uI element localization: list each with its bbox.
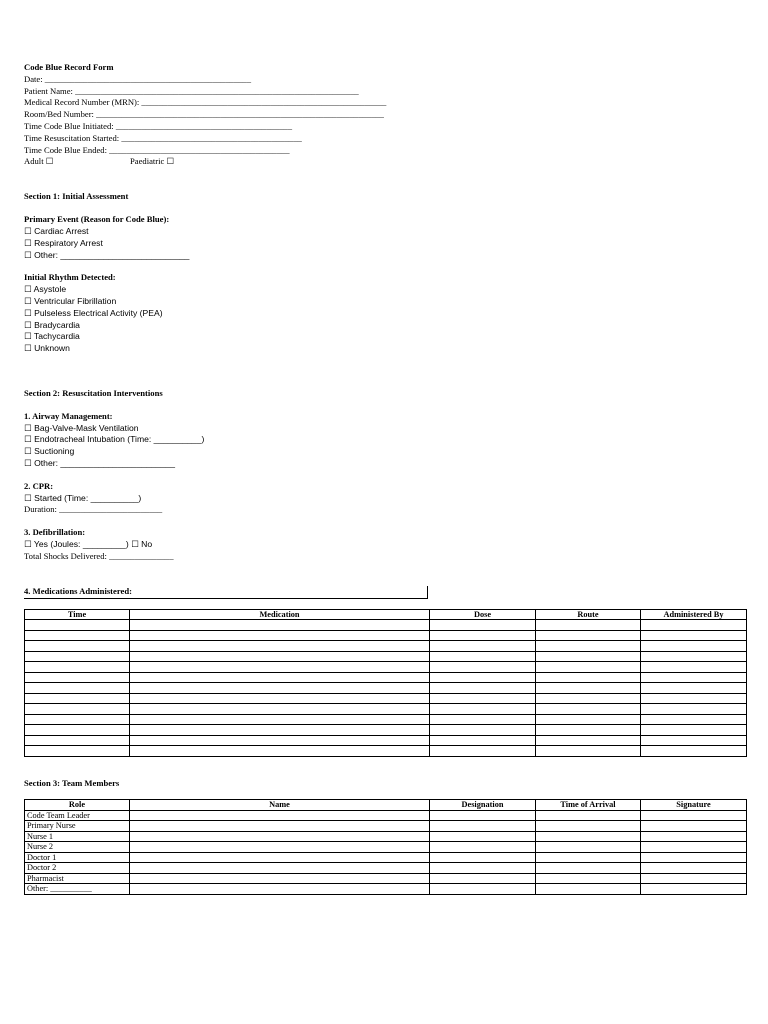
medications-cell[interactable] <box>430 620 536 631</box>
team-cell[interactable] <box>641 863 747 874</box>
team-cell[interactable] <box>430 810 536 821</box>
table-row <box>25 704 747 715</box>
medications-cell[interactable] <box>536 735 641 746</box>
medications-cell[interactable] <box>536 630 641 641</box>
cpr-started-option[interactable]: ☐ Started (Time: __________) <box>24 492 142 503</box>
team-members-table <box>24 799 747 895</box>
section3-title: Section 3: Team Members <box>24 777 120 788</box>
medications-column-header: Route <box>536 609 641 620</box>
team-cell[interactable] <box>536 873 641 884</box>
intubation-option[interactable]: ☐ Endotracheal Intubation (Time: __________) <box>24 434 205 445</box>
medications-cell[interactable] <box>430 651 536 662</box>
primary-event-options <box>24 226 746 261</box>
table-row <box>25 620 747 631</box>
respiratory-arrest-option[interactable]: ☐ Respiratory Arrest <box>24 237 103 248</box>
team-cell[interactable] <box>641 810 747 821</box>
medications-cell[interactable] <box>430 704 536 715</box>
team-cell[interactable] <box>641 873 747 884</box>
medications-cell[interactable] <box>130 704 430 715</box>
team-cell[interactable] <box>130 821 430 832</box>
tachycardia-option[interactable]: ☐ Tachycardia <box>24 331 80 342</box>
medications-cell[interactable] <box>641 693 747 704</box>
medications-cell[interactable] <box>641 630 747 641</box>
medications-column-header: Dose <box>430 609 536 620</box>
initial-rhythm-heading: Initial Rhythm Detected: <box>24 272 116 283</box>
table-row <box>25 651 747 662</box>
table-row <box>25 863 747 874</box>
medications-cell[interactable] <box>25 630 130 641</box>
date-field[interactable]: Date: ________________________________________________ <box>24 73 252 84</box>
team-column-header: Role <box>25 800 130 811</box>
bvm-option[interactable]: ☐ Bag-Valve-Mask Ventilation <box>24 422 139 433</box>
medications-column-header: Medication <box>130 609 430 620</box>
team-cell[interactable] <box>430 884 536 895</box>
team-cell[interactable] <box>130 842 430 853</box>
team-cell: Primary Nurse <box>25 821 130 832</box>
table-row <box>25 735 747 746</box>
team-column-header: Designation <box>430 800 536 811</box>
table-row <box>25 873 747 884</box>
medications-cell[interactable] <box>25 672 130 683</box>
table-row <box>25 884 747 895</box>
medications-cell[interactable] <box>25 641 130 652</box>
table-row <box>25 630 747 641</box>
medications-cell[interactable] <box>130 746 430 757</box>
team-cell[interactable] <box>130 863 430 874</box>
medications-cell[interactable] <box>130 620 430 631</box>
medications-cell[interactable] <box>130 714 430 725</box>
section2-title: Section 2: Resuscitation Interventions <box>24 387 163 398</box>
table-row <box>25 672 747 683</box>
medications-cell[interactable] <box>130 683 430 694</box>
medications-cell[interactable] <box>536 714 641 725</box>
medications-cell[interactable] <box>25 693 130 704</box>
team-cell[interactable] <box>130 884 430 895</box>
team-column-header: Name <box>130 800 430 811</box>
table-row <box>25 714 747 725</box>
defib-yes-no-option[interactable]: ☐ Yes (Joules: _________) ☐ No <box>24 538 153 549</box>
header-fields <box>24 74 746 157</box>
medications-cell[interactable] <box>25 704 130 715</box>
team-cell[interactable] <box>130 873 430 884</box>
paediatric-checkbox[interactable]: Paediatric ☐ <box>130 156 175 167</box>
medications-cell[interactable] <box>536 746 641 757</box>
medications-cell[interactable] <box>25 725 130 736</box>
asystole-option[interactable]: ☐ Asystole <box>24 284 67 295</box>
medications-cell[interactable] <box>25 651 130 662</box>
table-row <box>25 821 747 832</box>
medications-cell[interactable] <box>430 714 536 725</box>
table-row <box>25 683 747 694</box>
medications-cell[interactable] <box>25 662 130 673</box>
team-cell[interactable] <box>536 852 641 863</box>
table-row <box>25 641 747 652</box>
team-cell: Nurse 1 <box>25 831 130 842</box>
medications-cell[interactable] <box>130 630 430 641</box>
medications-cell[interactable] <box>130 641 430 652</box>
medications-cell[interactable] <box>25 620 130 631</box>
medications-cell[interactable] <box>25 714 130 725</box>
suctioning-option[interactable]: ☐ Suctioning <box>24 446 75 457</box>
defib-heading: 3. Defibrillation: <box>24 527 86 538</box>
bradycardia-option[interactable]: ☐ Bradycardia <box>24 319 80 330</box>
team-cell[interactable] <box>536 884 641 895</box>
medications-cell[interactable] <box>536 641 641 652</box>
medications-cell[interactable] <box>641 714 747 725</box>
team-column-header: Time of Arrival <box>536 800 641 811</box>
medications-cell[interactable] <box>536 693 641 704</box>
medications-column-header: Time <box>25 609 130 620</box>
airway-heading: 1. Airway Management: <box>24 410 113 421</box>
time-initiated-field[interactable]: Time Code Blue Initiated: _________________________________________ <box>24 120 292 131</box>
medications-cell[interactable] <box>641 672 747 683</box>
medications-cell[interactable] <box>130 672 430 683</box>
medications-cell[interactable] <box>25 683 130 694</box>
team-cell[interactable] <box>130 810 430 821</box>
team-cell[interactable] <box>536 821 641 832</box>
medications-cell[interactable] <box>641 735 747 746</box>
cpr-heading: 2. CPR: <box>24 480 54 491</box>
patient-name-field[interactable]: Patient Name: __________________________________________________________________ <box>24 85 359 96</box>
cardiac-arrest-option[interactable]: ☐ Cardiac Arrest <box>24 225 89 236</box>
medications-cell[interactable] <box>536 683 641 694</box>
medications-cell[interactable] <box>25 746 130 757</box>
medications-cell[interactable] <box>130 735 430 746</box>
medications-cell[interactable] <box>430 662 536 673</box>
section1-title: Section 1: Initial Assessment <box>24 191 129 202</box>
form-title: Code Blue Record Form <box>24 62 114 72</box>
medications-cell[interactable] <box>641 620 747 631</box>
team-cell: Doctor 1 <box>25 852 130 863</box>
team-cell[interactable] <box>641 884 747 895</box>
vfib-option[interactable]: ☐ Ventricular Fibrillation <box>24 295 117 306</box>
patient-type-row <box>24 156 746 168</box>
medications-table <box>24 609 747 757</box>
team-column-header: Signature <box>641 800 747 811</box>
medications-cell[interactable] <box>430 641 536 652</box>
table-row <box>25 831 747 842</box>
medications-cell[interactable] <box>430 672 536 683</box>
team-cell[interactable] <box>430 852 536 863</box>
initial-rhythm-options <box>24 284 746 355</box>
airway-options <box>24 423 746 470</box>
medications-cell[interactable] <box>536 704 641 715</box>
table-row <box>25 725 747 736</box>
medications-header-row <box>25 609 747 620</box>
team-cell[interactable] <box>641 821 747 832</box>
medications-cell[interactable] <box>641 725 747 736</box>
team-cell[interactable] <box>430 821 536 832</box>
medications-cell[interactable] <box>430 746 536 757</box>
medications-column-header: Administered By <box>641 609 747 620</box>
team-cell[interactable] <box>430 873 536 884</box>
medications-cell[interactable] <box>536 620 641 631</box>
medications-cell[interactable] <box>536 662 641 673</box>
team-cell[interactable] <box>536 831 641 842</box>
medications-cell[interactable] <box>430 683 536 694</box>
team-cell[interactable] <box>430 863 536 874</box>
primary-event-heading: Primary Event (Reason for Code Blue): <box>24 214 170 225</box>
table-row <box>25 693 747 704</box>
medications-cell[interactable] <box>130 662 430 673</box>
team-cell: Nurse 2 <box>25 842 130 853</box>
team-cell[interactable] <box>641 842 747 853</box>
medications-heading: 4. Medications Administered: <box>24 586 428 599</box>
team-cell: Pharmacist <box>25 873 130 884</box>
team-cell: Code Team Leader <box>25 810 130 821</box>
medications-cell[interactable] <box>130 725 430 736</box>
medications-cell[interactable] <box>430 725 536 736</box>
time-ended-field[interactable]: Time Code Blue Ended: __________________________________________ <box>24 144 290 155</box>
table-row <box>25 842 747 853</box>
medications-cell[interactable] <box>430 630 536 641</box>
medications-cell[interactable] <box>641 746 747 757</box>
table-row <box>25 852 747 863</box>
table-row <box>25 810 747 821</box>
medications-cell[interactable] <box>641 662 747 673</box>
medications-cell[interactable] <box>130 651 430 662</box>
medications-cell[interactable] <box>130 693 430 704</box>
team-cell[interactable] <box>641 852 747 863</box>
team-cell[interactable] <box>536 810 641 821</box>
team-cell: Doctor 2 <box>25 863 130 874</box>
pea-option[interactable]: ☐ Pulseless Electrical Activity (PEA) <box>24 307 163 318</box>
medications-cell[interactable] <box>536 672 641 683</box>
time-resuscitation-field[interactable]: Time Resuscitation Started: __________________________________________ <box>24 132 302 143</box>
cpr-duration-field[interactable]: Duration: ________________________ <box>24 504 163 515</box>
mrn-field[interactable]: Medical Record Number (MRN): _________________________________________________________ <box>24 97 387 108</box>
team-cell[interactable] <box>430 831 536 842</box>
medications-cell[interactable] <box>536 651 641 662</box>
medications-cell[interactable] <box>536 725 641 736</box>
table-row <box>25 662 747 673</box>
medications-cell[interactable] <box>25 735 130 746</box>
medications-cell[interactable] <box>641 683 747 694</box>
adult-checkbox[interactable]: Adult ☐ <box>24 156 54 167</box>
team-cell[interactable] <box>641 831 747 842</box>
room-bed-field[interactable]: Room/Bed Number: ___________________________________________________________________ <box>24 109 384 120</box>
team-cell: Other: __________ <box>25 884 130 895</box>
other-airway-option[interactable]: ☐ Other: ________________________ <box>24 457 176 468</box>
team-cell[interactable] <box>130 831 430 842</box>
team-cell[interactable] <box>130 852 430 863</box>
medications-cell[interactable] <box>641 641 747 652</box>
medications-cell[interactable] <box>641 651 747 662</box>
table-row <box>25 746 747 757</box>
team-header-row <box>25 800 747 811</box>
medications-cell[interactable] <box>430 693 536 704</box>
other-event-option[interactable]: ☐ Other: ___________________________ <box>24 249 190 260</box>
medications-cell[interactable] <box>430 735 536 746</box>
team-cell[interactable] <box>536 863 641 874</box>
team-cell[interactable] <box>430 842 536 853</box>
medications-cell[interactable] <box>641 704 747 715</box>
code-blue-form <box>24 62 746 895</box>
total-shocks-field[interactable]: Total Shocks Delivered: _______________ <box>24 550 174 561</box>
team-cell[interactable] <box>536 842 641 853</box>
unknown-option[interactable]: ☐ Unknown <box>24 343 70 354</box>
